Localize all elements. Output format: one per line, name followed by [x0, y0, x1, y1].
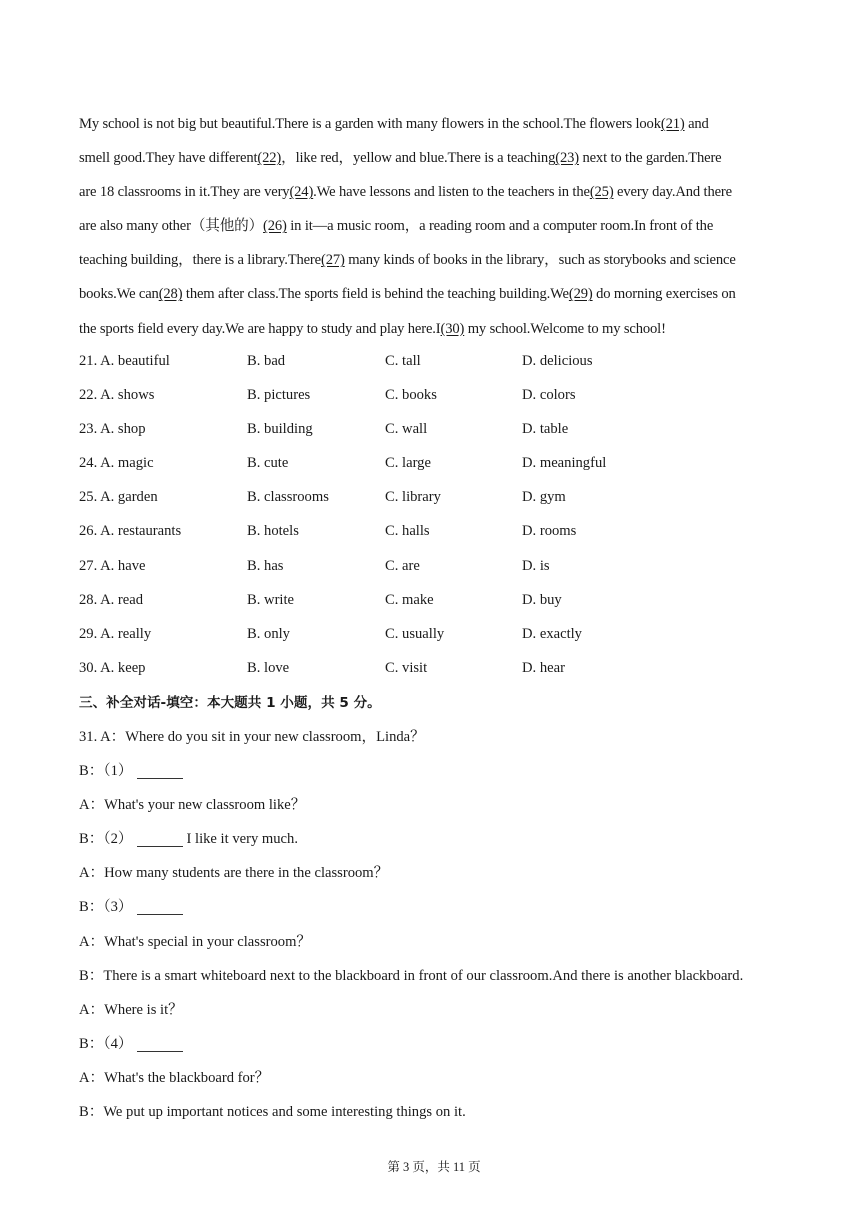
dialogue-line — [79, 1095, 743, 1129]
option-d: D. is — [522, 557, 550, 574]
question-option-a: 26. A. restaurants — [79, 523, 182, 540]
passage-text: do morning exercises on — [592, 286, 736, 303]
passage-line — [79, 141, 791, 175]
question-option-a: 21. A. beautiful — [79, 353, 170, 369]
option-d: D. table — [522, 421, 569, 438]
dialogue-text: B：（2） — [79, 831, 133, 848]
passage-line — [79, 209, 791, 243]
question-option-a: 25. A. garden — [79, 489, 158, 506]
option-b: B. pictures — [247, 387, 311, 404]
dialogue-text: A：What's special in your classroom？ — [79, 933, 312, 950]
option-c: C. large — [385, 455, 431, 472]
question-option-a: 30. A. keep — [79, 659, 146, 676]
option-b: B. bad — [247, 353, 286, 369]
passage-text: every day.And there — [613, 184, 732, 201]
dialogue-line — [79, 788, 743, 822]
passage-text: My school is not big but beautiful.There is a garden with many flowers in the school.The flowers look — [79, 116, 661, 132]
question-option-a: 27. A. have — [79, 557, 146, 574]
question-option-a: 29. A. really — [79, 625, 152, 642]
option-d: D. meaningful — [522, 455, 607, 472]
dialogue-line — [79, 890, 743, 924]
passage-text: and — [684, 116, 709, 132]
option-c: C. make — [385, 591, 434, 608]
blank-number: (30) — [440, 320, 465, 337]
dialogue-text: B：（1） — [79, 763, 133, 780]
question-option-a: 24. A. magic — [79, 455, 154, 472]
dialogue-line — [79, 856, 743, 890]
blank-number: (21) — [660, 116, 685, 132]
option-b: B. classrooms — [247, 489, 329, 506]
question-option-a: 28. A. read — [79, 591, 144, 608]
option-d: D. buy — [522, 591, 562, 608]
dialogue-text: B：（4） — [79, 1035, 133, 1052]
question-option-a: 22. A. shows — [79, 387, 155, 404]
passage-text: many kinds of books in the library，such as storybooks and science — [344, 252, 736, 269]
option-b: B. hotels — [247, 523, 299, 540]
blank-number: (24) — [289, 184, 314, 201]
passage-line — [79, 277, 791, 311]
dialogue-text: A：What's your new classroom like？ — [79, 797, 306, 814]
passage-text: ，like red，yellow and blue.There is a teaching — [281, 150, 556, 167]
option-d: D. exactly — [522, 625, 582, 642]
passage-text: smell good.They have different — [79, 150, 258, 167]
passage-text: my school.Welcome to my school! — [464, 320, 666, 337]
option-b: B. write — [247, 591, 295, 608]
dialogue-line — [79, 720, 743, 754]
answer-blank[interactable] — [137, 1050, 183, 1052]
option-b: B. has — [247, 557, 284, 574]
dialogue — [79, 720, 743, 1129]
dialogue-text: A：How many students are there in the classroom？ — [79, 865, 389, 882]
passage-text: are also many other（其他的） — [79, 218, 264, 235]
blank-number: (27) — [320, 252, 345, 269]
passage-line — [79, 107, 791, 141]
option-d: D. rooms — [522, 523, 577, 540]
cloze-passage — [79, 107, 791, 346]
dialogue-line — [79, 959, 743, 993]
answer-blank[interactable] — [137, 777, 183, 779]
option-d: D. delicious — [522, 353, 593, 369]
option-c: C. visit — [385, 659, 428, 676]
passage-text: them after class.The sports field is behind the teaching building.We — [182, 286, 569, 303]
passage-text: in it—a music room，a reading room and a computer room.In front of the — [286, 218, 714, 235]
answer-blank[interactable] — [137, 845, 183, 847]
passage-text: teaching building，there is a library.There — [79, 252, 321, 269]
question-option-a: 23. A. shop — [79, 421, 146, 438]
passage-line — [79, 312, 791, 346]
dialogue-line — [79, 993, 743, 1027]
dialogue-line — [79, 1027, 743, 1061]
dialogue-line — [79, 1061, 743, 1095]
page-footer: 第 3 页，共 11 页 — [387, 1160, 481, 1174]
blank-number: (29) — [568, 286, 593, 303]
option-c: C. library — [385, 489, 441, 506]
passage-text: are 18 classrooms in it.They are very — [79, 184, 290, 201]
option-d: D. colors — [522, 387, 576, 404]
option-c: C. books — [385, 387, 437, 404]
dialogue-text: A：Where is it？ — [79, 1001, 183, 1018]
option-c: C. are — [385, 557, 420, 574]
option-b: B. love — [247, 659, 290, 676]
dialogue-line — [79, 925, 743, 959]
passage-text: books.We can — [79, 286, 159, 303]
dialogue-text: 31. A：Where do you sit in your new classroom，Linda？ — [79, 729, 425, 745]
option-c: C. wall — [385, 421, 428, 438]
dialogue-text: B：We put up important notices and some interesting things on it. — [79, 1104, 466, 1121]
blank-number: (25) — [589, 184, 614, 201]
passage-line — [79, 243, 791, 277]
blank-number: (26) — [263, 218, 287, 235]
dialogue-line — [79, 754, 743, 788]
blank-number: (23) — [555, 150, 579, 167]
passage-text: the sports field every day.We are happy to study and play here.I — [79, 320, 441, 337]
answer-blank[interactable] — [137, 913, 183, 915]
passage-line — [79, 175, 791, 209]
option-b: B. building — [247, 421, 313, 438]
passage-text: .We have lessons and listen to the teachers in the — [313, 184, 590, 201]
blank-number: (28) — [158, 286, 183, 303]
section-title: 三、补全对话-填空：本大题共 1 小题，共 5 分。 — [79, 695, 381, 711]
option-d: D. gym — [522, 489, 566, 506]
dialogue-text: I like it very much. — [186, 831, 298, 848]
option-c: C. halls — [385, 523, 430, 540]
option-c: C. usually — [385, 625, 445, 642]
dialogue-text: A：What's the blackboard for？ — [79, 1069, 270, 1086]
dialogue-line — [79, 822, 743, 856]
blank-number: (22) — [257, 150, 282, 167]
option-b: B. cute — [247, 455, 289, 472]
option-b: B. only — [247, 625, 290, 642]
option-d: D. hear — [522, 659, 565, 676]
dialogue-text: B：（3） — [79, 899, 133, 916]
dialogue-text: B：There is a smart whiteboard next to the blackboard in front of our classroom.And there is another blackboard. — [79, 967, 744, 984]
option-c: C. tall — [385, 353, 421, 369]
passage-text: next to the garden.There — [578, 150, 722, 167]
